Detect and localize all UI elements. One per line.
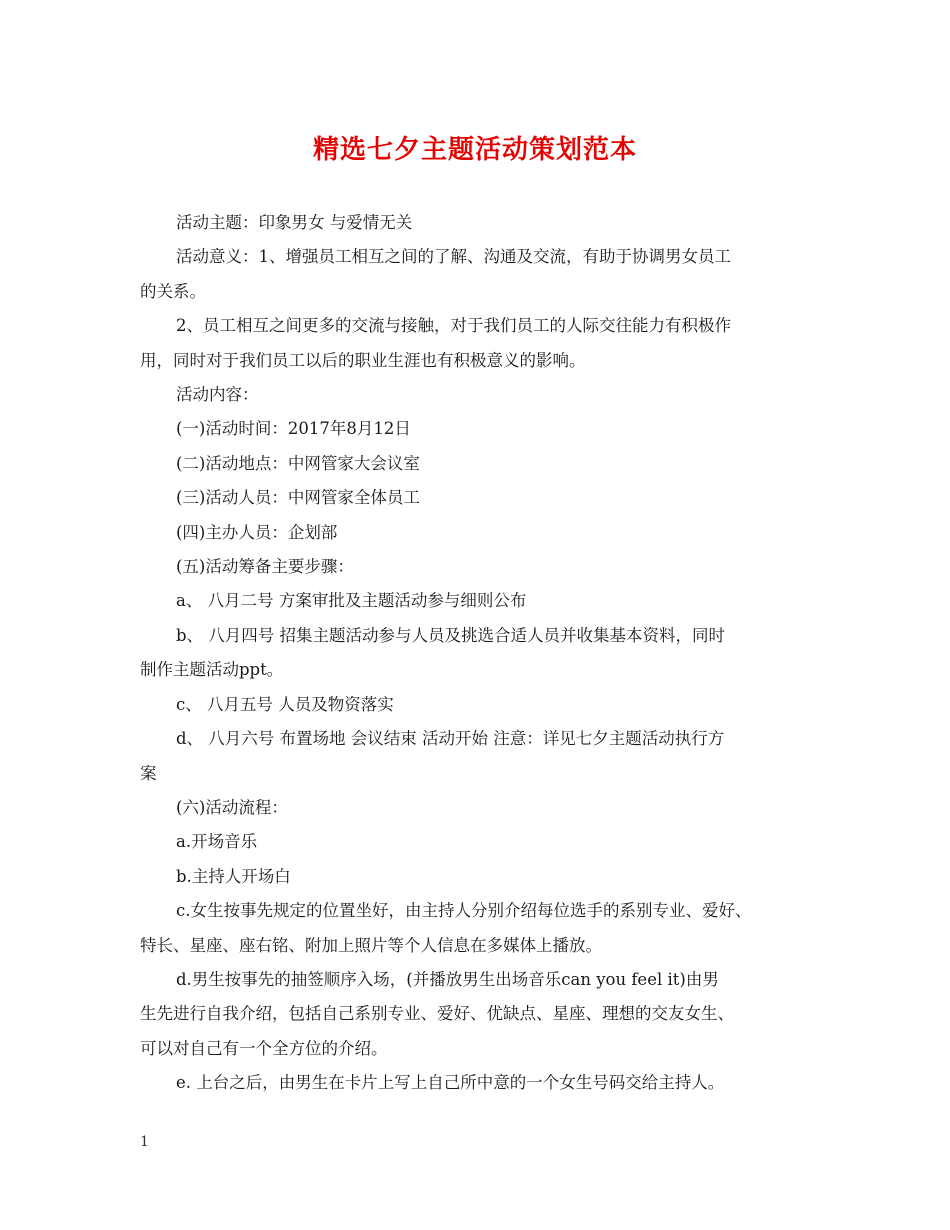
paragraph-line: (二)活动地点：中网管家大会议室 xyxy=(176,453,420,473)
paragraph-line: 活动意义：1、增强员工相互之间的了解、沟通及交流，有助于协调男女员工 xyxy=(176,247,731,267)
document-body xyxy=(140,206,820,1101)
paragraph-line: (五)活动筹备主要步骤： xyxy=(176,557,354,577)
paragraph-line: d、 八月六号 布置场地 会议结束 活动开始 注意：详见七夕主题活动执行方 xyxy=(176,729,725,749)
paragraph-line: (一)活动时间：2017年8月12日 xyxy=(176,419,411,439)
paragraph-line: e. 上台之后，由男生在卡片上写上自己所中意的一个女生号码交给主持人。 xyxy=(176,1073,725,1093)
paragraph-line: 2、员工相互之间更多的交流与接触，对于我们员工的人际交往能力有积极作 xyxy=(176,316,731,336)
paragraph-line: c.女生按事先规定的位置坐好，由主持人分别介绍每位选手的系别专业、爱好、 xyxy=(176,901,752,921)
paragraph-line: b、 八月四号 招集主题活动参与人员及挑选合适人员并收集基本资料，同时 xyxy=(176,625,726,645)
paragraph-line: 制作主题活动ppt。 xyxy=(140,660,284,680)
paragraph-line: 特长、星座、座右铭、附加上照片等个人信息在多媒体上播放。 xyxy=(140,935,602,955)
paragraph-line: (三)活动人员：中网管家全体员工 xyxy=(176,488,420,508)
paragraph-line: 的关系。 xyxy=(140,281,206,301)
paragraph-line: (四)主办人员：企划部 xyxy=(176,522,338,542)
paragraph-line: 用，同时对于我们员工以后的职业生涯也有积极意义的影响。 xyxy=(140,350,586,370)
paragraph-line: c、 八月五号 人员及物资落实 xyxy=(176,694,394,714)
paragraph-line: 活动内容： xyxy=(176,385,259,405)
paragraph-line: 案 xyxy=(140,763,157,783)
paragraph-line: (六)活动流程： xyxy=(176,797,288,817)
paragraph-line: a.开场音乐 xyxy=(176,832,258,852)
paragraph-line: b.主持人开场白 xyxy=(176,866,291,886)
paragraph-line: 活动主题：印象男女 与爱情无关 xyxy=(176,213,413,232)
paragraph-line: 可以对自己有一个全方位的介绍。 xyxy=(140,1038,388,1058)
page-number: 1 xyxy=(140,1134,149,1150)
paragraph-line: a、 八月二号 方案审批及主题活动参与细则公布 xyxy=(176,591,527,611)
document-title: 精选七夕主题活动策划范本 xyxy=(312,135,637,165)
paragraph-line: 生先进行自我介绍，包括自己系别专业、爱好、优缺点、星座、理想的交友女生、 xyxy=(140,1004,734,1024)
paragraph-line: d.男生按事先的抽签顺序入场，(并播放男生出场音乐can you feel it)由男 xyxy=(176,969,719,989)
